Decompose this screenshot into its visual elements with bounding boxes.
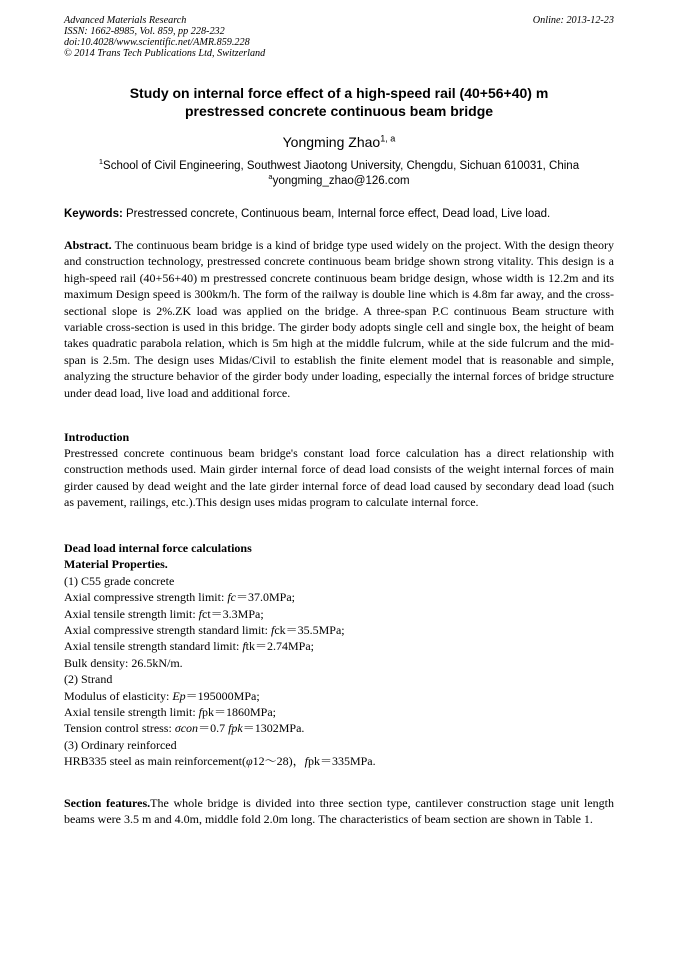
copyright: © 2014 Trans Tech Publications Ltd, Switzerland xyxy=(64,48,266,59)
author-sup: 1, a xyxy=(380,133,396,144)
paper-title xyxy=(64,84,614,120)
author-name: Yongming Zhao xyxy=(282,134,381,150)
c55-concrete: (1) C55 grade concrete xyxy=(64,573,175,588)
journal-header xyxy=(64,15,265,59)
dead-load-heading: Dead load internal force calculations xyxy=(64,541,252,555)
material-line: Axial tensile strength standard limit: ftk＝2.74MPa; xyxy=(64,639,314,654)
title-line-1: Study on internal force effect of a high-speed rail (40+56+40) m xyxy=(129,85,549,101)
dead-load-section xyxy=(64,540,614,770)
author-email: yongming_zhao@126.com xyxy=(272,175,410,187)
strand-heading: (2) Strand xyxy=(64,672,113,687)
introduction-heading: Introduction xyxy=(64,430,130,444)
affiliation-sup: 1 xyxy=(98,157,104,167)
affiliation-line xyxy=(64,159,614,174)
title-line-2: prestressed concrete continuous beam bridge xyxy=(184,103,494,119)
email-sup: a xyxy=(268,172,273,182)
introduction-text: Prestressed concrete continuous beam bridge's constant load force calculation has a direct relationship with construction methods used. Main girder internal force of dead load consists of the weight internal forces of main girder caused by dead weight and the late girder internal force of dead load caused by secondary dead load (such as pavement, railings, etc.).This design uses midas program to calculate internal force. xyxy=(64,446,614,510)
section-features xyxy=(64,795,614,828)
affiliation-text: School of Civil Engineering, Southwest Jiaotong University, Chengdu, Sichuan 610031, China xyxy=(103,160,580,172)
keywords-label: Keywords: xyxy=(64,208,123,220)
abstract-label: Abstract. xyxy=(64,238,112,252)
material-line: Axial tensile strength limit: fct＝3.3MPa; xyxy=(64,606,264,621)
ordinary-reinforced-heading: (3) Ordinary reinforced xyxy=(64,737,177,752)
abstract-text: The continuous beam bridge is a kind of bridge type used widely on the project. With the design theory and construction technology, prestressed concrete continuous beam bridge shown strong vitality. This design is a high-speed rail (40+56+40) m prestressed concrete continuous beam bridge design, whose width is 12.2m and its maximum Design speed is 300km/h. The form of the railway is double line which is 4.8m far away, and the cross-sectional slope is 2%.ZK load was applied on the bridge. A three-span P.C continuous Beam structure with variable cross-section is used in this bridge. The girder body adopts single cell and single box, the height of beam takes quadratic parabola relation, which is 5m high at the middle fulcrum, while at the side fulcrum and the mid-span is 2.5m. The design uses Midas/Civil to establish the finite element model that is reasonable and simple, analyzing the structure behavior of the girder body under loading, especially the internal forces of bridge structure under dead load, live load and additional force. xyxy=(64,238,614,400)
keywords xyxy=(64,208,614,220)
section-features-text: The whole bridge is divided into three section type, cantilever construction stage unit length beams were 3.5 m and 4.0m, middle fold 2.0m long. The characteristics of beam section are shown in Table 1. xyxy=(64,796,614,827)
online-date: Online: 2013-12-23 xyxy=(532,15,614,26)
issn: ISSN: 1662-8985, Vol. 859, pp 228-232 xyxy=(64,26,225,37)
abstract xyxy=(64,237,614,401)
section-features-label: Section features. xyxy=(64,796,151,810)
material-line: HRB335 steel as main reinforcement(φ12～28)，fpk＝335MPa. xyxy=(64,754,376,769)
author xyxy=(64,134,614,150)
doi: doi:10.4028/www.scientific.net/AMR.859.228 xyxy=(64,37,250,48)
material-line: Axial compressive strength limit: fc＝37.0MPa; xyxy=(64,590,295,605)
material-line: Axial tensile strength limit: fpk＝1860MPa; xyxy=(64,705,277,720)
email-line xyxy=(64,174,614,189)
journal-name: Advanced Materials Research xyxy=(64,15,187,26)
material-line: Axial compressive strength standard limit: fck＝35.5MPa; xyxy=(64,623,345,638)
material-line: Modulus of elasticity: Ep＝195000MPa; xyxy=(64,688,260,703)
material-line: Bulk density: 26.5kN/m. xyxy=(64,655,183,670)
keywords-text: Prestressed concrete, Continuous beam, Internal force effect, Dead load, Live load. xyxy=(122,208,551,220)
material-properties-heading: Material Properties. xyxy=(64,557,168,572)
affiliation xyxy=(64,159,614,189)
material-line: Tension control stress: σcon＝0.7 fpk＝1302MPa. xyxy=(64,721,305,736)
